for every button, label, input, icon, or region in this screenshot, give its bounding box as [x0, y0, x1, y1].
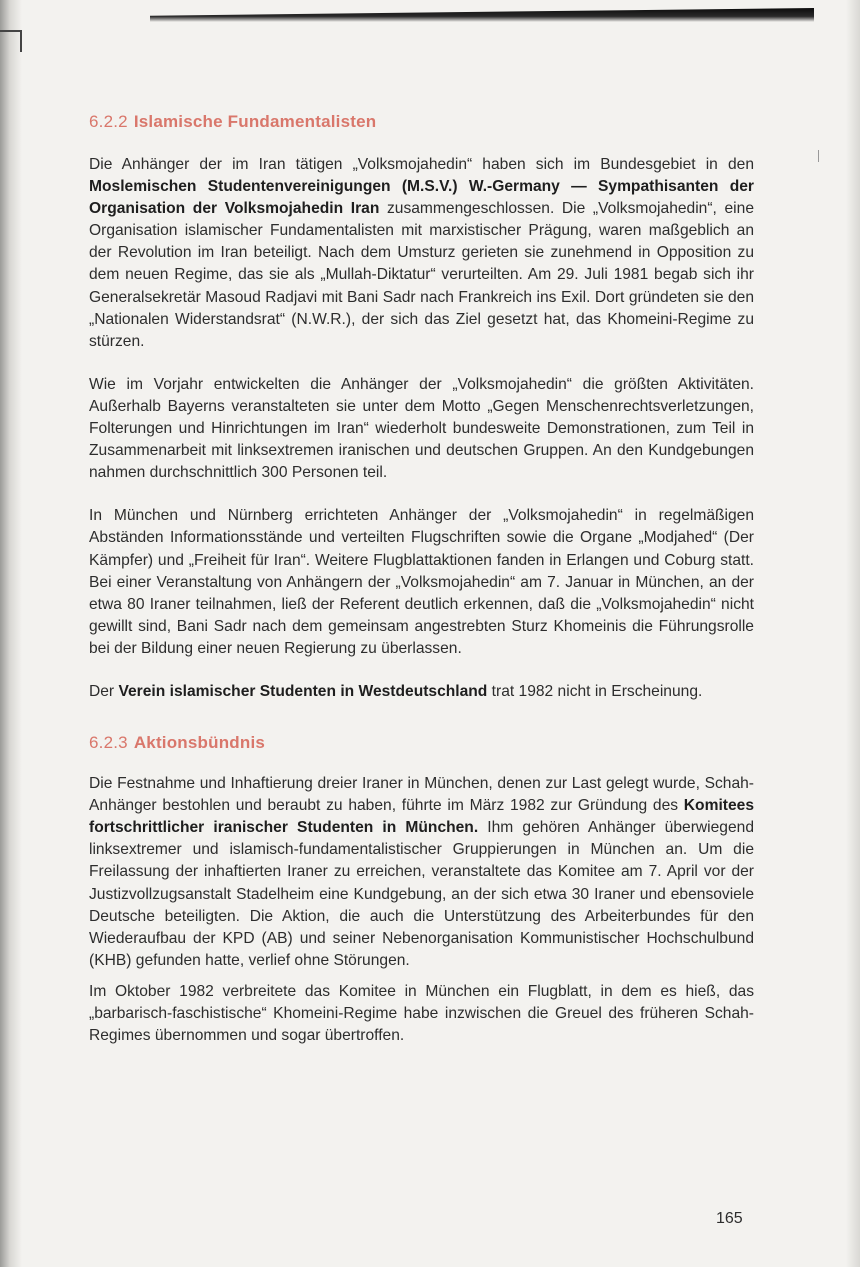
crop-mark	[0, 30, 22, 32]
organization-name: Verein islamischer Studenten in Westdeutschland	[118, 682, 488, 700]
section-heading-aktionsbuendnis	[89, 733, 754, 753]
crop-mark-vertical	[20, 30, 22, 52]
page-number: 165	[716, 1210, 743, 1227]
paragraph: Wie im Vorjahr entwickelten die Anhänger der „Volksmojahedin“ die größten Aktivitäten. Außerhalb Bayerns veranstalteten sie unter dem Motto „Gegen Menschenrechtsverletzungen, Folterungen und Hinrichtungen im Iran“ wiederholt bundesweite Demonstrationen, zum Teil in Zusammenarbeit mit linksextremen iranischen und deutschen Gruppen. An den Kundgebungen nahmen durchschnittlich 300 Personen teil.	[89, 375, 754, 482]
paragraph-text: Die Festnahme und Inhaftierung dreier Iraner in München, denen zur Last gelegt wurde, Schah-Anhänger bestohlen und beraubt zu haben, führte im März 1982 zur Gründung des	[89, 775, 754, 815]
page-shadow-left	[0, 0, 22, 1267]
section-number: 6.2.2	[89, 112, 128, 131]
page-shadow-right	[846, 0, 860, 1267]
document-body	[89, 112, 754, 1068]
paragraph	[89, 154, 754, 353]
scan-top-edge	[150, 8, 814, 22]
margin-tick	[818, 150, 819, 162]
paragraph: In München und Nürnberg errichteten Anhänger der „Volksmojahedin“ in regelmäßigen Abständen Informationsstände und verteilten Flugschriften sowie die Organe „Modjahed“ (Der Kämpfer) und „Freiheit für Iran“. Weitere Flugblattaktionen fanden in Erlangen und Coburg statt. Bei einer Veranstaltung von Anhängern der „Volksmojahedin“ am 7. Januar in München, an der etwa 80 Iraner teilnahmen, ließ der Referent deutlich erkennen, daß die „Volksmojahedin“ nicht gewillt sind, Bani Sadr nach dem gemeinsam angestrebten Sturz Khomeinis die Führungsrolle bei der Bildung einer neuen Regierung zu überlassen.	[89, 507, 754, 657]
section-title: Islamische Fundamentalisten	[133, 112, 377, 131]
paragraph-text: Der	[89, 682, 119, 700]
paragraph	[89, 773, 754, 972]
paragraph-text: Ihm gehören Anhänger überwiegend linksextremer und islamisch-fundamentalistischer Gruppierungen in München an. Um die Freilassung der inhaftierten Iraner zu erreichen, veranstaltete das Komitee am 7. April vor der Justizvollzugsanstalt Stadelheim eine Kundgebung, an der sich etwa 30 Iraner und ebensoviele Deutsche beteiligten. Die Aktion, die auch die Unterstützung des Arbeiterbundes für den Wiederaufbau der KPD (AB) und seiner Nebenorganisation Kommunistischer Hochschulbund (KHB) gefunden hatte, verlief ohne Störungen.	[89, 819, 754, 969]
paragraph	[89, 681, 754, 703]
section-heading-islamische-fundamentalisten	[89, 112, 754, 132]
paragraph-text: zusammengeschlossen. Die „Volksmojahedin“, eine Organisation islamischer Fundamentalisten mit marxistischer Prägung, waren maßgeblich an der Revolution im Iran beteiligt. Nach dem Umsturz gerieten sie zunehmend in Opposition zu dem neuen Regime, das sie als „Mullah-Diktatur“ verurteilten. Am 29. Juli 1981 begab sich ihr Generalsekretär Masoud Radjavi mit Bani Sadr nach Frankreich ins Exil. Dort gründeten sie den „Nationalen Widerstandsrat“ (N.W.R.), der sich das Ziel gesetzt hat, das Khomeini-Regime zu stürzen.	[89, 200, 754, 350]
section-title: Aktionsbündnis	[133, 733, 266, 753]
organization-name: Moslemischen Studentenvereinigungen (M.S.V.) W.-Germany — Sympathisanten der Organisation der Volksmojahedin Iran	[89, 178, 754, 218]
organization-name: Komitees fortschrittlicher iranischer Studenten in München.	[89, 797, 754, 837]
section-number: 6.2.3	[89, 733, 128, 753]
paragraph: Im Oktober 1982 verbreitete das Komitee in München ein Flugblatt, in dem es hieß, das „barbarisch-faschistische“ Khomeini-Regime habe inzwischen die Greuel des früheren Schah-Regimes übernommen und sogar übertroffen.	[89, 982, 754, 1045]
paragraph-text: trat 1982 nicht in Erscheinung.	[487, 682, 703, 700]
paragraph-text: Die Anhänger der im Iran tätigen „Volksmojahedin“ haben sich im Bundesgebiet in den	[89, 156, 754, 173]
